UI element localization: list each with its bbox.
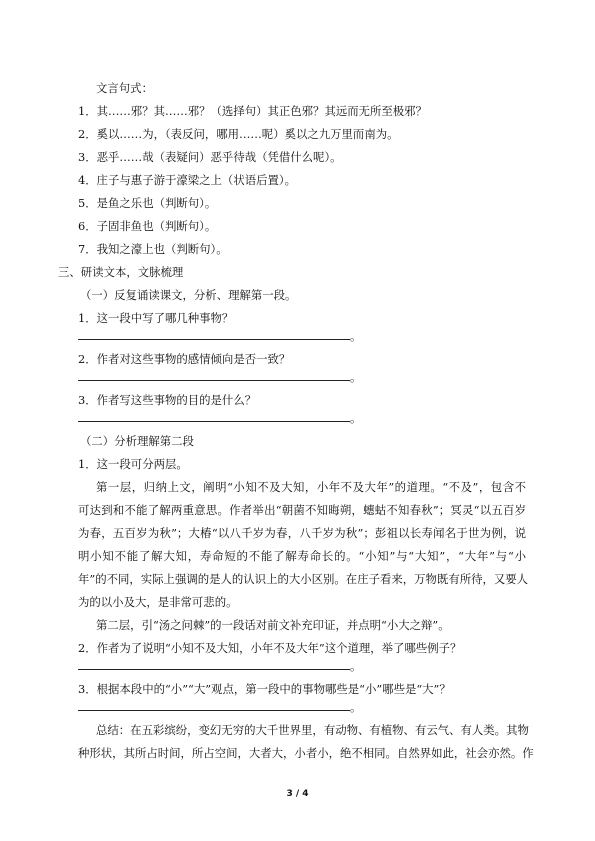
- answer-blank-1[interactable]: [78, 328, 361, 344]
- sub2-title: （二）分析理解第二段: [80, 434, 194, 448]
- sentence-pattern-4: 4．庄子与惠子游于濠梁之上（状语后置）。: [78, 173, 296, 187]
- question-sub2-3: 3．根据本段中的“小”“大”观点，第一段中的事物哪些是“小”哪些是“大”？: [78, 682, 451, 696]
- part3-title: 三、研读文本，文脉梳理: [58, 265, 184, 279]
- paragraph-layer2: 第二层，引“汤之问棘”的一段话对前文补充印证，并点明“小大之辩”。: [96, 618, 450, 632]
- paragraph-layer1-line: 为的以小及大，是非常可悲的。: [78, 595, 238, 609]
- sub1-title: （一）反复诵读课文，分析、理解第一段。: [80, 288, 297, 302]
- paragraph-layer1-line: 年”的不同，实际上强调的是人的认识上的大小区别。在庄子看来，万物既有所待，又要人: [78, 572, 529, 586]
- question-2: 2．作者对这些事物的感情倾向是否一致？: [78, 352, 291, 366]
- answer-blank-4[interactable]: [78, 658, 361, 674]
- question-1: 1．这一段中写了哪几种事物？: [78, 311, 234, 325]
- sentence-pattern-5: 5．是鱼之乐也（判断句）。: [78, 196, 217, 210]
- sentence-pattern-6: 6．子固非鱼也（判断句）。: [78, 219, 217, 233]
- sentence-pattern-3: 3．恶乎……哉（表疑问）恶乎待哉（凭借什么呢）。: [78, 150, 342, 164]
- sentence-pattern-7: 7．我知之濠上也（判断句）。: [78, 242, 228, 256]
- answer-end: 。: [350, 659, 362, 673]
- answer-blank-2[interactable]: [78, 369, 361, 385]
- answer-end: 。: [350, 700, 362, 714]
- summary-line: 种形状，其所占时间，所占空间，大者大，小者小，绝不相同。自然界如此，社会亦然。作: [78, 746, 534, 760]
- sentence-pattern-1: 1．其……邪？其……邪？（选择句）其正色邪？其远而无所至极邪？: [78, 104, 427, 118]
- question-3: 3．作者写这些事物的目的是什么？: [78, 393, 257, 407]
- sub2-item-1: 1．这一段可分两层。: [78, 457, 188, 471]
- answer-blank-5[interactable]: [78, 699, 361, 715]
- page-number: 3 / 4: [286, 789, 309, 799]
- summary-line: 总结：在五彩缤纷，变幻无穷的大千世界里，有动物、有植物、有云气、有人类。其物: [96, 723, 529, 737]
- paragraph-layer1-line: 第一层，归纳上文，阐明“小知不及大知，小年不及大年”的道理。“不及”，包含不: [96, 480, 526, 494]
- paragraph-layer1-line: 为春，五百岁为秋”；大椿“以八千岁为春，八千岁为秋”；彭祖以长寿闻名于世为例，说: [78, 526, 526, 540]
- section-heading: 文言句式：: [96, 81, 153, 95]
- answer-blank-3[interactable]: [78, 410, 361, 426]
- question-sub2-2: 2．作者为了说明“小知不及大知，小年不及大年”这个道理，举了哪些例子？: [78, 641, 462, 655]
- answer-end: 。: [350, 411, 362, 425]
- answer-end: 。: [350, 329, 362, 343]
- paragraph-layer1-line: 可达到和不能了解两重意思。作者举出“朝菌不知晦朔，蟪蛄不知春秋”；冥灵“以五百岁: [78, 503, 526, 517]
- answer-end: 。: [350, 370, 362, 384]
- paragraph-layer1-line: 明小知不能了解大知，寿命短的不能了解寿命长的。“小知”与“大知”，“大年”与“小: [78, 549, 526, 563]
- sentence-pattern-2: 2．奚以……为，（表反问，哪用……呢）奚以之九万里而南为。: [78, 127, 399, 141]
